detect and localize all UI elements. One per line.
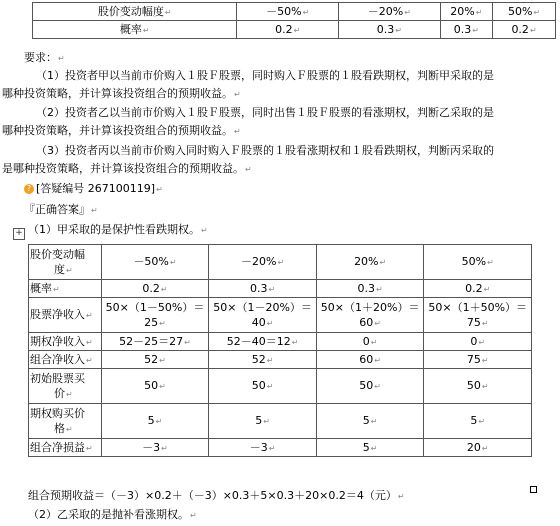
row-label-cell: 组合净损益↵ (29, 439, 102, 457)
table-cell: 50×（1＋50%）＝ 75↵ (424, 298, 532, 333)
table-cell: 50×（1－20%）＝ 40↵ (209, 298, 317, 333)
table-cell: 52↵ (209, 351, 317, 369)
probability-table (32, 2, 556, 39)
table-header-cell: 概率↵ (33, 21, 237, 39)
table-cell: 50↵ (209, 369, 317, 404)
expected-return-summary: 组合预期收益＝（－3）×0.2＋（－3）×0.3＋5×0.3＋20×0.2＝4（元）↵ (28, 489, 405, 502)
table-cell: －20%↵ (339, 3, 441, 21)
table-cell: 50%↵ (424, 245, 532, 280)
table-cell: 50↵ (424, 369, 532, 404)
table-row (29, 439, 532, 457)
table-cell: 52－40＝12↵ (209, 333, 317, 351)
correct-answer-heading: 『正确答案』↵ (24, 203, 98, 216)
table-cell: 0.2↵ (237, 21, 339, 39)
table-row (29, 369, 532, 404)
table-cell: －50%↵ (237, 3, 339, 21)
table-row (33, 3, 556, 21)
table-cell: 0.2↵ (101, 280, 209, 298)
row-label-cell: 期权购买价 格↵ (29, 404, 102, 439)
table-row (29, 280, 532, 298)
table-cell: 5↵ (316, 404, 424, 439)
table-row (29, 404, 532, 439)
question-2: （2）投资者乙以当前市价购入１股Ｆ股票，同时出售１股Ｆ股票的看涨期权，判断乙采取的是 (36, 106, 494, 119)
table-cell: 0.3↵ (316, 280, 424, 298)
table-cell: 50↵ (316, 369, 424, 404)
table-cell: 52－25＝27↵ (101, 333, 209, 351)
table-cell: 52↵ (101, 351, 209, 369)
row-label-cell: 期权净收入↵ (29, 333, 102, 351)
table-cell: 0↵ (424, 333, 532, 351)
question-1-cont: 哪种投资策略，并计算该投资组合的预期收益。↵ (2, 87, 241, 100)
table-row (29, 298, 532, 333)
row-label-cell: 概率↵ (29, 280, 102, 298)
table-cell: 50×（1＋20%）＝ 60↵ (316, 298, 424, 333)
question-1: （1）投资者甲以当前市价购入１股Ｆ股票，同时购入Ｆ股票的１股看跌期权，判断甲采取的是 (36, 69, 494, 82)
table-cell: 0.3↵ (339, 21, 441, 39)
question-2-cont: 哪种投资策略，并计算该投资组合的预期收益。↵ (2, 124, 241, 137)
table-cell: 0.2↵ (493, 21, 556, 39)
table-cell: 75↵ (424, 351, 532, 369)
table-header-cell: 股价变动幅度↵ (33, 3, 237, 21)
table-cell: 5↵ (316, 439, 424, 457)
table-cell: 50↵ (101, 369, 209, 404)
table-resize-handle[interactable] (530, 486, 537, 493)
table-cell: 0.2↵ (424, 280, 532, 298)
table-cell: 50%↵ (493, 3, 556, 21)
table-cell: 0.3↵ (440, 21, 492, 39)
table-cell: －3↵ (209, 439, 317, 457)
question-icon: ? (24, 184, 34, 194)
table-header-cell: 股价变动幅 度↵ (29, 245, 102, 280)
question-3: （3）投资者丙以当前市价购入同时购入Ｆ股票的１股看涨期权和１股看跌期权，判断丙采取的 (36, 144, 494, 157)
row-label-cell: 组合净收入↵ (29, 351, 102, 369)
answer-2: （2）乙采取的是抛补看涨期权。↵ (28, 508, 197, 521)
table-cell: 20%↵ (440, 3, 492, 21)
table-cell: 20%↵ (316, 245, 424, 280)
question-3-cont: 是哪种投资策略，并计算该投资组合的预期收益。↵ (2, 162, 252, 175)
row-label-cell: 股票净收入↵ (29, 298, 102, 333)
answer-table (28, 244, 532, 457)
table-cell: 0.3↵ (209, 280, 317, 298)
table-row (29, 351, 532, 369)
answer-code: ? [答疑编号 267100119]↵ (24, 181, 163, 198)
table-cell: 5↵ (424, 404, 532, 439)
table-row (29, 245, 532, 280)
table-cell: 5↵ (209, 404, 317, 439)
table-cell: －50%↵ (101, 245, 209, 280)
answer-1: （1）甲采取的是保护性看跌期权。↵ (28, 223, 208, 236)
table-cell: 5↵ (101, 404, 209, 439)
table-row (33, 21, 556, 39)
requirements-title: 要求：↵ (24, 51, 65, 64)
table-cell: －20%↵ (209, 245, 317, 280)
row-label-cell: 初始股票买 价↵ (29, 369, 102, 404)
table-cell: 20↵ (424, 439, 532, 457)
table-cell: 60↵ (316, 351, 424, 369)
table-cell: －3↵ (101, 439, 209, 457)
table-cell: 0↵ (316, 333, 424, 351)
table-cell: 50×（1－50%）＝ 25↵ (101, 298, 209, 333)
table-row (29, 333, 532, 351)
table-move-handle-icon[interactable]: + (13, 228, 25, 240)
